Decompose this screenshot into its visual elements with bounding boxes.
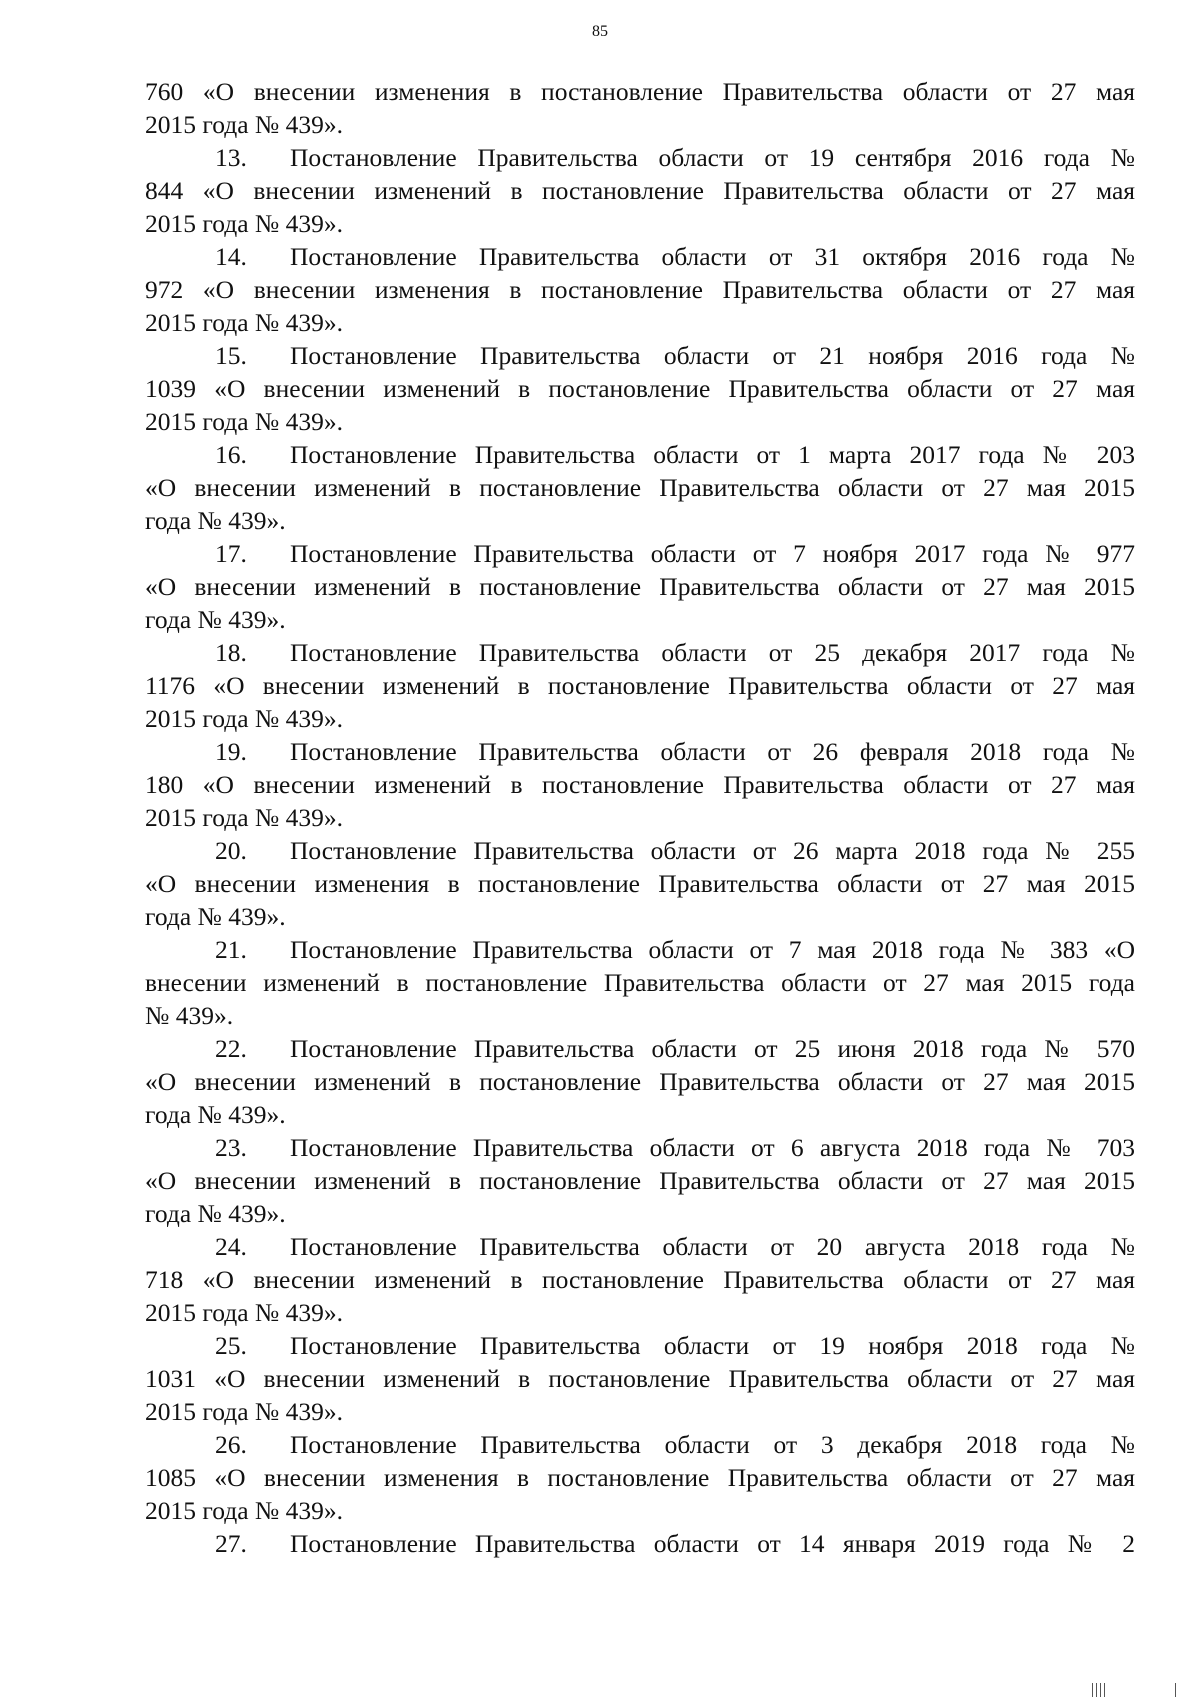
list-item-text: Постановление Правительства области от 19 сентября 2016 года № — [290, 143, 1135, 172]
text-line: 2015 года № 439». — [145, 209, 343, 238]
text-line: внесении изменений в постановление Правительства области от 27 мая 2015 года — [145, 968, 1135, 997]
list-item-first-line — [145, 735, 1135, 768]
list-item-first-line — [145, 240, 1135, 273]
list-item-text: Постановление Правительства области от 1 марта 2017 года № 203 — [290, 440, 1135, 469]
text-line: 2015 года № 439». — [145, 1298, 343, 1327]
list-item-text: Постановление Правительства области от 14 января 2019 года № 2 — [290, 1529, 1135, 1558]
text-line: 2015 года № 439». — [145, 407, 343, 436]
list-item-text: Постановление Правительства области от 26 февраля 2018 года № — [290, 737, 1135, 766]
list-item-number: 14. — [215, 242, 247, 271]
text-line: 718 «О внесении изменений в постановление Правительства области от 27 мая — [145, 1265, 1135, 1294]
text-line: 180 «О внесении изменений в постановление Правительства области от 27 мая — [145, 770, 1135, 799]
list-item-number: 21. — [215, 935, 247, 964]
list-item-first-line — [145, 1032, 1135, 1065]
list-item-first-line — [145, 1329, 1135, 1362]
list-item-first-line — [145, 438, 1135, 471]
list-item-text: Постановление Правительства области от 19 ноября 2018 года № — [290, 1331, 1135, 1360]
list-item-number: 20. — [215, 836, 247, 865]
list-item-text: Постановление Правительства области от 20 августа 2018 года № — [290, 1232, 1135, 1261]
text-line: 2015 года № 439». — [145, 110, 343, 139]
list-item-text: Постановление Правительства области от 25 декабря 2017 года № — [290, 638, 1135, 667]
text-line: 2015 года № 439». — [145, 308, 343, 337]
page-number: 85 — [592, 23, 608, 40]
list-item-number: 27. — [215, 1529, 247, 1558]
list-item-number: 16. — [215, 440, 247, 469]
text-line: № 439». — [145, 1001, 234, 1030]
list-item-text: Постановление Правительства области от 3 декабря 2018 года № — [290, 1430, 1135, 1459]
text-line: 2015 года № 439». — [145, 1397, 343, 1426]
list-item-number: 23. — [215, 1133, 247, 1162]
list-item-text: Постановление Правительства области от 25 июня 2018 года № 570 — [290, 1034, 1135, 1063]
text-line: 1039 «О внесении изменений в постановление Правительства области от 27 мая — [145, 374, 1135, 403]
document-body — [145, 75, 1135, 1560]
text-line: «О внесении изменений в постановление Правительства области от 27 мая 2015 — [145, 473, 1135, 502]
text-line: года № 439». — [145, 1100, 286, 1129]
scan-marks — [1092, 1683, 1105, 1697]
text-line: года № 439». — [145, 1199, 286, 1228]
list-item-first-line — [145, 537, 1135, 570]
list-item-text: Постановление Правительства области от 7 ноября 2017 года № 977 — [290, 539, 1135, 568]
text-line: 2015 года № 439». — [145, 704, 343, 733]
text-line: 844 «О внесении изменений в постановление Правительства области от 27 мая — [145, 176, 1135, 205]
list-item-text: Постановление Правительства области от 26 марта 2018 года № 255 — [290, 836, 1135, 865]
list-item-number: 13. — [215, 143, 247, 172]
list-item-text: Постановление Правительства области от 31 октября 2016 года № — [290, 242, 1135, 271]
list-item-first-line — [145, 339, 1135, 372]
list-item-number: 24. — [215, 1232, 247, 1261]
text-line: 1031 «О внесении изменений в постановление Правительства области от 27 мая — [145, 1364, 1135, 1393]
list-item-text: Постановление Правительства области от 21 ноября 2016 года № — [290, 341, 1135, 370]
text-line: 972 «О внесении изменения в постановление Правительства области от 27 мая — [145, 275, 1135, 304]
text-line: 760 «О внесении изменения в постановление Правительства области от 27 мая — [145, 77, 1135, 106]
text-line: года № 439». — [145, 506, 286, 535]
list-item-number: 15. — [215, 341, 247, 370]
list-item-first-line — [145, 636, 1135, 669]
text-line: «О внесении изменений в постановление Правительства области от 27 мая 2015 — [145, 1166, 1135, 1195]
list-item-number: 26. — [215, 1430, 247, 1459]
list-item-first-line — [145, 1428, 1135, 1461]
list-item-number: 25. — [215, 1331, 247, 1360]
list-item-text: Постановление Правительства области от 7 мая 2018 года № 383 «О — [290, 935, 1135, 964]
list-item-first-line — [145, 834, 1135, 867]
scan-mark — [1175, 1683, 1176, 1697]
text-line: года № 439». — [145, 605, 286, 634]
text-line: «О внесении изменений в постановление Правительства области от 27 мая 2015 — [145, 572, 1135, 601]
text-line: 2015 года № 439». — [145, 803, 343, 832]
list-item-number: 22. — [215, 1034, 247, 1063]
text-line: 1176 «О внесении изменений в постановление Правительства области от 27 мая — [145, 671, 1135, 700]
text-line: 2015 года № 439». — [145, 1496, 343, 1525]
text-line: 1085 «О внесении изменения в постановление Правительства области от 27 мая — [145, 1463, 1135, 1492]
text-line: «О внесении изменения в постановление Правительства области от 27 мая 2015 — [145, 869, 1135, 898]
list-item-number: 19. — [215, 737, 247, 766]
list-item-text: Постановление Правительства области от 6 августа 2018 года № 703 — [290, 1133, 1135, 1162]
list-item-number: 17. — [215, 539, 247, 568]
list-item-first-line — [145, 933, 1135, 966]
list-item-first-line — [145, 1527, 1135, 1560]
list-item-first-line — [145, 1131, 1135, 1164]
list-item-first-line — [145, 1230, 1135, 1263]
text-line: «О внесении изменений в постановление Правительства области от 27 мая 2015 — [145, 1067, 1135, 1096]
list-item-number: 18. — [215, 638, 247, 667]
text-line: года № 439». — [145, 902, 286, 931]
list-item-first-line — [145, 141, 1135, 174]
